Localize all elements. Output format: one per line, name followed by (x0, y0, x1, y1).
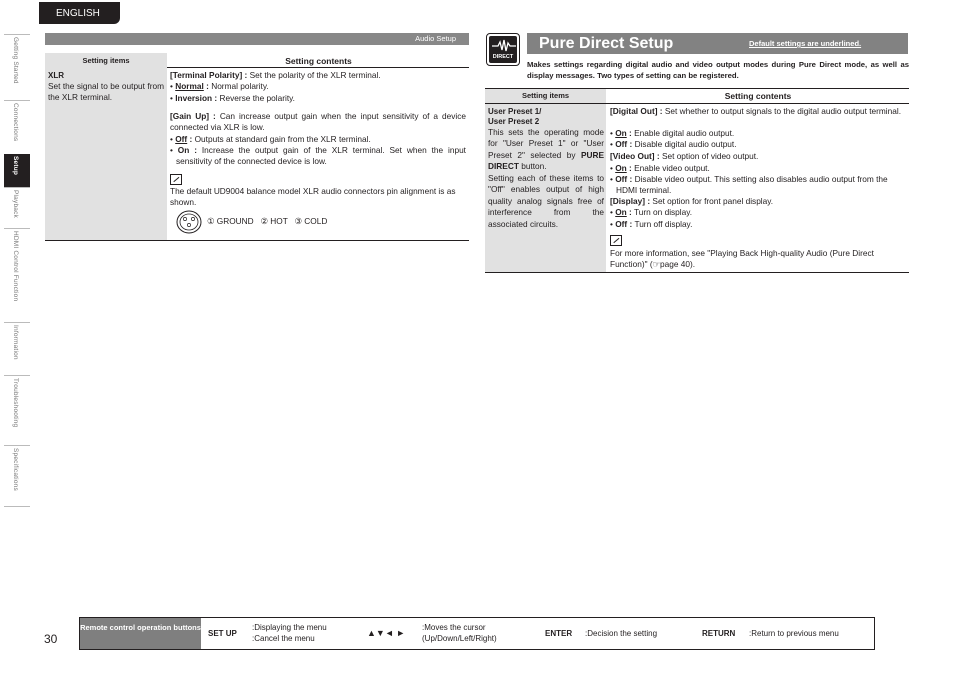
option-normal: • Normal : Normal polarity. (170, 81, 269, 91)
option-off: • Off : Outputs at standard gain from the XLR terminal. (170, 134, 371, 144)
side-nav-label: HDMI Control Function (12, 231, 19, 302)
section-bar (45, 33, 469, 45)
digital-out-on: • On : Enable digital audio output. (610, 128, 735, 138)
col-header-contents: Setting contents (724, 91, 792, 101)
default-settings-note: Default settings are underlined. (749, 39, 862, 48)
display-text: Set option for front panel display. (652, 196, 774, 206)
pin-legend: ① GROUND ② HOT ③ COLD (207, 216, 328, 226)
terminal-polarity-text: Set the polarity of the XLR terminal. (249, 70, 381, 80)
side-nav-label: Setup (12, 156, 19, 176)
option-desc: Disable digital audio output. (634, 139, 737, 149)
option-desc: Turn off display. (634, 219, 693, 229)
option-key: Normal (175, 81, 204, 91)
side-nav-label: Troubleshooting (12, 378, 19, 428)
intro-text: Makes settings regarding digital audio and video output modes during Pure Direct mode, as well as display messages. Two types of setting can be registered. (527, 60, 909, 81)
side-nav-label: Specifications (12, 448, 19, 491)
option-desc: Turn on display. (633, 207, 693, 217)
option-desc: Disable video output. This setting also disables audio output from the HDMI terminal. (616, 174, 888, 196)
side-nav-label: Information (12, 325, 19, 360)
gain-up-desc (170, 111, 466, 134)
gain-up-text: Can increase output gain when the input sensitivity of a device connected via XLR is low. (170, 111, 466, 133)
setup-key: SET UP (208, 629, 237, 638)
remote-control-legend (79, 617, 875, 650)
display-label: [Display] : (610, 196, 651, 206)
option-desc: Reverse the polarity. (219, 93, 295, 103)
option-inversion: • Inversion : Reverse the polarity. (170, 93, 295, 103)
col-header-contents: Setting contents (285, 56, 352, 66)
display-on: • On : Turn on display. (610, 207, 693, 217)
logo-panel (489, 36, 517, 63)
option-key: Off : (615, 174, 633, 184)
digital-out-desc (610, 106, 907, 117)
item-description-2: Setting each of these items to "Off" enables output of high quality analog signals free of interference from the associated circuits. (488, 173, 604, 229)
video-out-text: Set option of video output. (661, 151, 759, 161)
more-info-text: For more information, see "Playing Back High-quality Audio (Pure Direct Function)" (☞page 40). (610, 248, 874, 270)
option-key: Off (175, 134, 188, 144)
option-sep: : (203, 81, 209, 91)
terminal-polarity-desc (170, 70, 466, 81)
side-nav-label: Playback (12, 190, 19, 218)
option-key: On (615, 128, 627, 138)
xlr-connector-icon (176, 210, 202, 234)
side-nav-playback[interactable] (4, 187, 30, 228)
page-number: 30 (44, 632, 58, 646)
side-nav (0, 34, 30, 506)
legend-label: Remote control operation buttons (80, 618, 201, 649)
section-label: Audio Setup (415, 34, 456, 43)
digital-out-off: • Off : Disable digital audio output. (610, 139, 737, 149)
option-on: • On : Increase the output gain of the XLR terminal. Set when the input sensitivity of the connected device is low. (170, 145, 466, 167)
setup-desc-2: :Cancel the menu (252, 634, 315, 643)
note-icon (170, 174, 182, 185)
side-nav-getting-started[interactable] (4, 34, 30, 100)
item-title-1: User Preset 1/ (488, 107, 542, 116)
arrow-keys: ▲▼◄ ► (367, 628, 406, 638)
terminal-polarity-label: [Terminal Polarity] : (170, 70, 248, 80)
option-desc: Outputs at standard gain from the XLR terminal. (194, 134, 371, 144)
desc-part: This sets the operating mode for "User Preset 1" or "User Preset 2" selected by (488, 127, 604, 160)
option-sep: : (187, 134, 193, 144)
waveform-icon (492, 39, 516, 52)
setup-desc-1: :Displaying the menu (252, 623, 327, 632)
note-text: The default UD9004 balance model XLR audio connectors pin alignment is as shown. (170, 186, 456, 208)
side-nav-label: Connections (12, 103, 19, 142)
option-key: On : (177, 145, 197, 155)
note-icon (610, 235, 622, 246)
side-nav-end-divider (4, 506, 30, 507)
option-key: Off : (615, 139, 633, 149)
side-nav-setup[interactable] (4, 154, 30, 187)
enter-desc: :Decision the setting (585, 629, 658, 638)
item-title-2: User Preset 2 (488, 117, 540, 126)
display-desc (610, 196, 773, 207)
table-bottom-rule (45, 240, 469, 241)
desc-part: button. (521, 161, 547, 172)
video-out-on: • On : Enable video output. (610, 163, 710, 173)
option-desc: Increase the output gain of the XLR terminal. Set when the input sensitivity of the connected device is low. (176, 145, 466, 167)
option-key: Off : (615, 219, 633, 229)
side-nav-specifications[interactable] (4, 445, 30, 506)
pure-direct-key: PURE DIRECT (488, 149, 604, 172)
digital-out-text: Set whether to output signals to the digital audio output terminal. (664, 106, 902, 116)
table-bottom-rule (485, 272, 909, 273)
side-nav-connections[interactable] (4, 100, 30, 153)
header-rule (167, 67, 469, 68)
video-out-off: • Off : Disable video output. This setting also disables audio output from the HDMI terminal. (610, 174, 888, 196)
title-bar (527, 33, 908, 54)
side-nav-label: Getting Started (12, 37, 19, 84)
enter-key: ENTER (545, 629, 573, 638)
arrows-desc-1: :Moves the cursor (422, 623, 486, 632)
video-out-desc (610, 151, 758, 162)
side-nav-hdmi-control[interactable] (4, 228, 30, 322)
header-rule (485, 103, 909, 104)
col-header-items: Setting items (82, 56, 130, 65)
option-key: Inversion : (175, 93, 218, 103)
return-desc: :Return to previous menu (749, 629, 839, 638)
option-desc: Normal polarity. (211, 81, 269, 91)
display-off: • Off : Turn off display. (610, 219, 693, 229)
page-title: Pure Direct Setup (539, 35, 674, 52)
pure-direct-logo (486, 33, 520, 66)
item-title: XLR (48, 71, 64, 80)
option-desc: Enable digital audio output. (634, 128, 735, 138)
digital-out-label: [Digital Out] : (610, 106, 663, 116)
option-key: On (615, 163, 627, 173)
gain-up-label: [Gain Up] : (170, 111, 216, 121)
logo-text: DIRECT (492, 54, 514, 60)
option-desc: Enable video output. (634, 163, 710, 173)
side-nav-troubleshooting[interactable] (4, 375, 30, 445)
arrows-desc-2: (Up/Down/Left/Right) (422, 634, 497, 643)
option-key: On (615, 207, 627, 217)
language-tab: ENGLISH (39, 2, 120, 24)
video-out-label: [Video Out] : (610, 151, 660, 161)
col-header-items: Setting items (521, 91, 570, 100)
side-nav-information[interactable] (4, 322, 30, 375)
item-description: Set the signal to be output from the XLR terminal. (48, 81, 164, 103)
item-description (488, 127, 604, 173)
return-key: RETURN (702, 629, 736, 638)
